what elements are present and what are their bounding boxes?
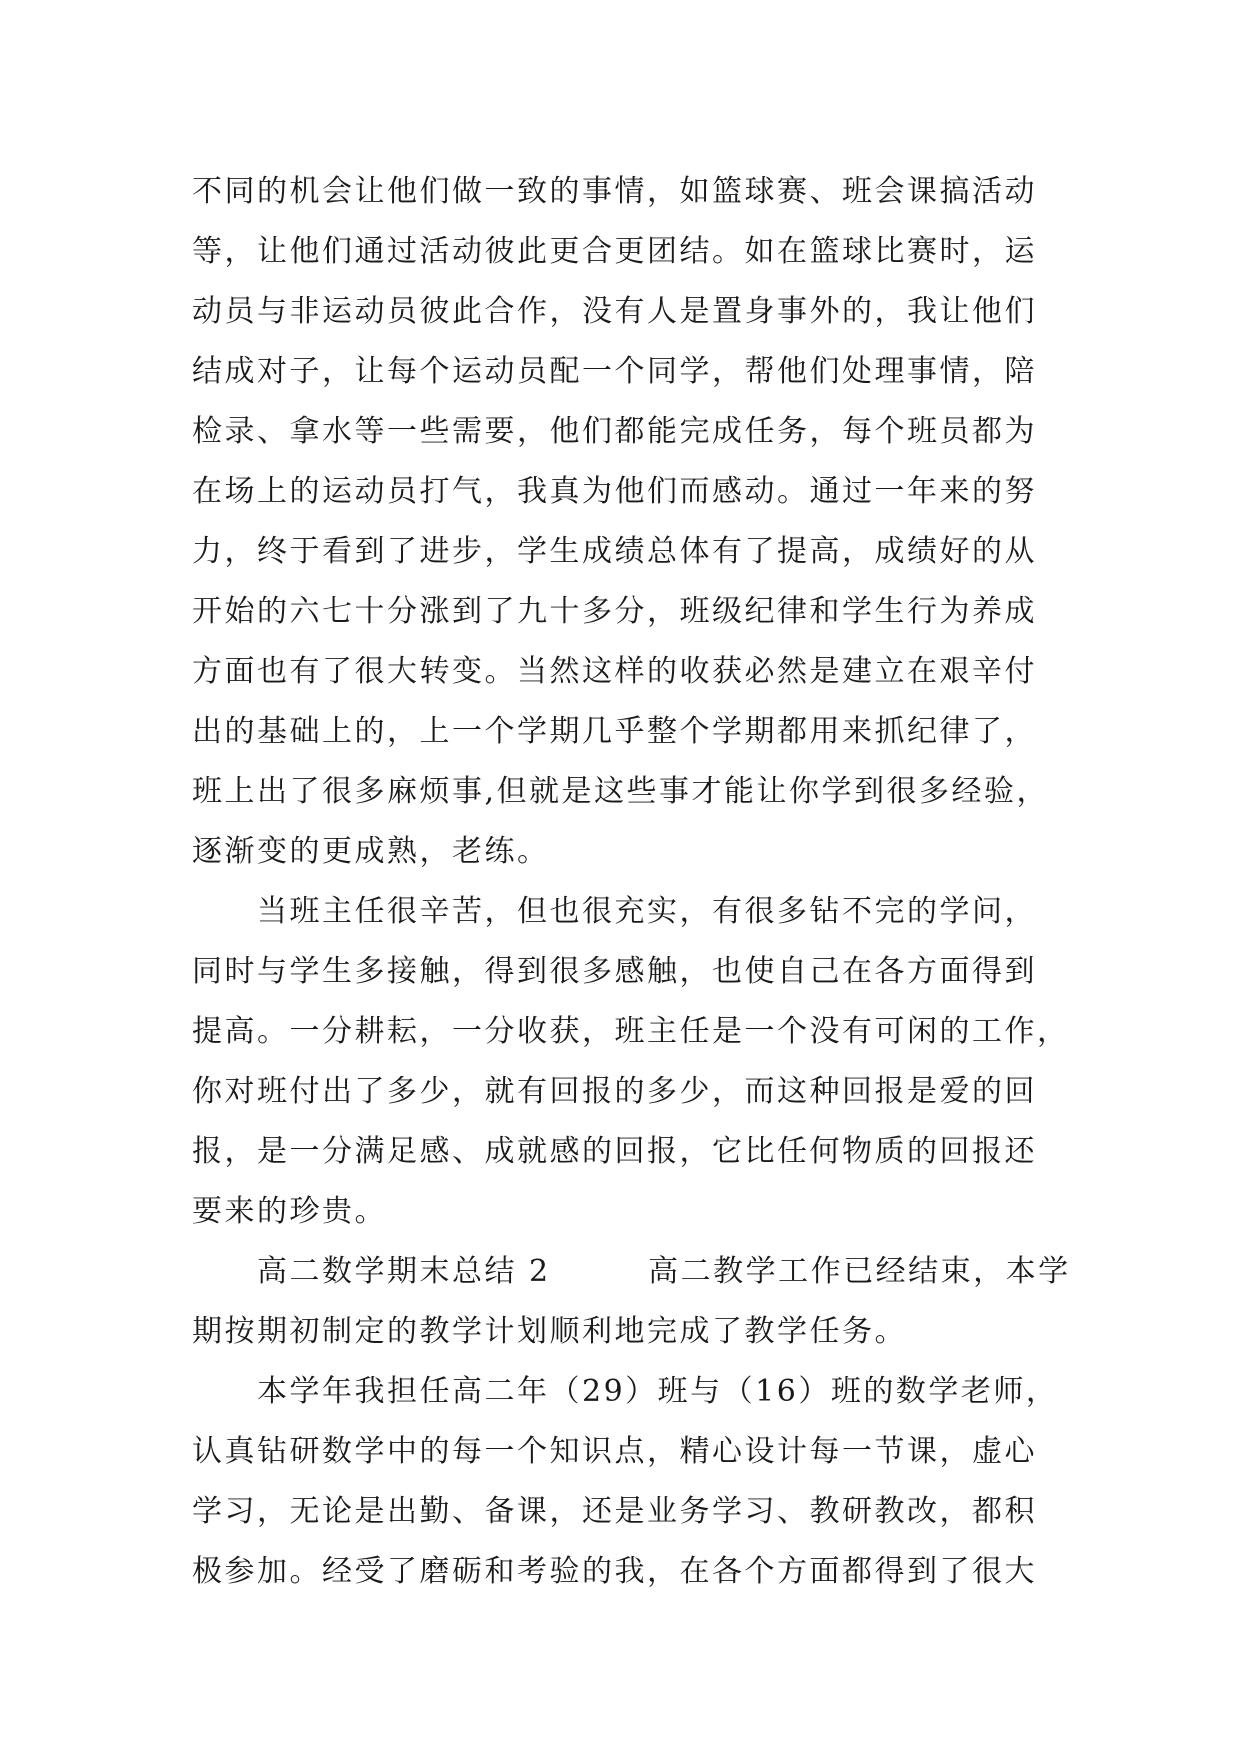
text-line: 报，是一分满足感、成就感的回报，它比任何物质的回报还 xyxy=(192,1134,1037,1169)
text-line: 认真钻研数学中的每一个知识点，精心设计每一节课，虚心 xyxy=(192,1434,1037,1469)
paragraph xyxy=(192,882,1070,1242)
text-line: 不同的机会让他们做一致的事情，如篮球赛、班会课搞活动 xyxy=(192,174,1037,209)
paragraph xyxy=(192,1242,1071,1362)
text-line: 学习，无论是出勤、备课，还是业务学习、教研教改，都积 xyxy=(192,1494,1037,1529)
text-line: 动员与非运动员彼此合作，没有人是置身事外的，我让他们 xyxy=(192,294,1037,329)
text-line: 方面也有了很大转变。当然这样的收获必然是建立在艰辛付 xyxy=(192,654,1037,689)
text-line: 检录、拿水等一些需要，他们都能完成任务，每个班员都为 xyxy=(192,414,1037,449)
paragraph xyxy=(192,1362,1059,1602)
text-line: 同时与学生多接触，得到很多感触，也使自己在各方面得到 xyxy=(192,954,1037,989)
text-line: 提高。一分耕耘，一分收获，班主任是一个没有可闲的工作， xyxy=(192,1014,1070,1049)
text-line: 极参加。经受了磨砺和考验的我，在各个方面都得到了很大 xyxy=(192,1554,1037,1589)
text-line: 高二数学期末总结 2 高二教学工作已经结束，本学 xyxy=(192,1254,1071,1289)
text-line: 当班主任很辛苦，但也很充实，有很多钻不完的学问， xyxy=(192,894,1037,929)
document-body xyxy=(192,162,1071,1602)
text-line: 期按期初制定的教学计划顺利地完成了教学任务。 xyxy=(192,1314,907,1349)
text-line: 逐渐变的更成熟，老练。 xyxy=(192,834,550,869)
text-line: 在场上的运动员打气，我真为他们而感动。通过一年来的努 xyxy=(192,474,1037,509)
text-line: 出的基础上的，上一个学期几乎整个学期都用来抓纪律了， xyxy=(192,714,1037,749)
text-line: 结成对子，让每个运动员配一个同学，帮他们处理事情，陪 xyxy=(192,354,1037,389)
text-line: 开始的六七十分涨到了九十多分，班级纪律和学生行为养成 xyxy=(192,594,1037,629)
text-line: 力，终于看到了进步，学生成绩总体有了提高，成绩好的从 xyxy=(192,534,1037,569)
text-line: 等，让他们通过活动彼此更合更团结。如在篮球比赛时，运 xyxy=(192,234,1037,269)
text-line: 班上出了很多麻烦事,但就是这些事才能让你学到很多经验， xyxy=(192,774,1050,809)
paragraph xyxy=(192,162,1052,882)
text-line: 你对班付出了多少，就有回报的多少，而这种回报是爱的回 xyxy=(192,1074,1037,1109)
text-line: 本学年我担任高二年（29）班与（16）班的数学老师， xyxy=(192,1374,1059,1409)
text-line: 要来的珍贵。 xyxy=(192,1194,387,1229)
